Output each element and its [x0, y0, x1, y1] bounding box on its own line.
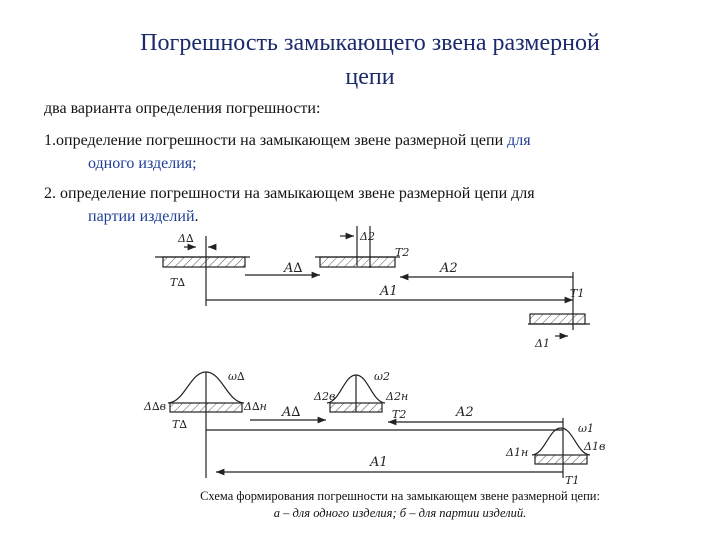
figure-caption-line-1: Схема формирования погрешности на замыкающем звене размерной цепи:	[200, 489, 600, 503]
label-T-sum: T∆	[170, 276, 186, 289]
label-delta-sum-n: Δ∆н	[244, 400, 267, 413]
intro-text: два варианта определения погрешности:	[44, 100, 321, 117]
label-delta1-n: Δ1н	[506, 446, 529, 459]
item-2-line-1: 2. определение погрешности на замыкающем звене размерной цепи для	[44, 185, 535, 202]
part-sum-a	[163, 257, 245, 267]
label-T2: T2	[395, 246, 410, 259]
item-1-line-2: одного изделия;	[88, 155, 197, 172]
label-A2: A2	[440, 261, 458, 276]
label-delta2-v: Δ2в	[314, 390, 336, 403]
label-T1-b: T1	[565, 474, 580, 487]
label-A1: A1	[380, 284, 398, 299]
label-T2-b: T2	[392, 408, 407, 421]
label-omega2: ω2	[374, 370, 390, 383]
label-T-sum-b: T∆	[172, 418, 188, 431]
label-A1-b: A1	[370, 455, 388, 470]
label-delta-sum-v: Δ∆в	[144, 400, 167, 413]
part-1-b	[535, 455, 587, 464]
label-A2-b: A2	[456, 405, 474, 420]
label-delta2-n: Δ2н	[386, 390, 409, 403]
title-line-1: Погрешность замыкающего звена размерной	[140, 30, 600, 56]
item-2-blue-text: партии изделий	[88, 208, 195, 225]
item-1-text: 1.определение погрешности на замыкающем звене размерной цепи	[44, 132, 508, 149]
label-omega-sum: ω∆	[228, 370, 245, 383]
label-delta1-v: Δ1в	[584, 440, 606, 453]
item-1-blue-text: для	[507, 132, 531, 149]
item-2-end: .	[194, 208, 199, 225]
label-A-sum-b: A∆	[282, 405, 301, 420]
label-A-sum: A∆	[284, 261, 303, 276]
label-delta-sum: Δ∆	[178, 232, 194, 245]
label-delta1: Δ1	[535, 337, 550, 350]
title-line-2: цепи	[345, 64, 395, 90]
part-1-a	[530, 314, 585, 324]
label-delta2: Δ2	[360, 230, 375, 243]
label-T1: T1	[570, 287, 585, 300]
label-omega1: ω1	[578, 422, 594, 435]
figure-caption-line-2: а – для одного изделия; б – для партии изделий.	[273, 506, 527, 520]
